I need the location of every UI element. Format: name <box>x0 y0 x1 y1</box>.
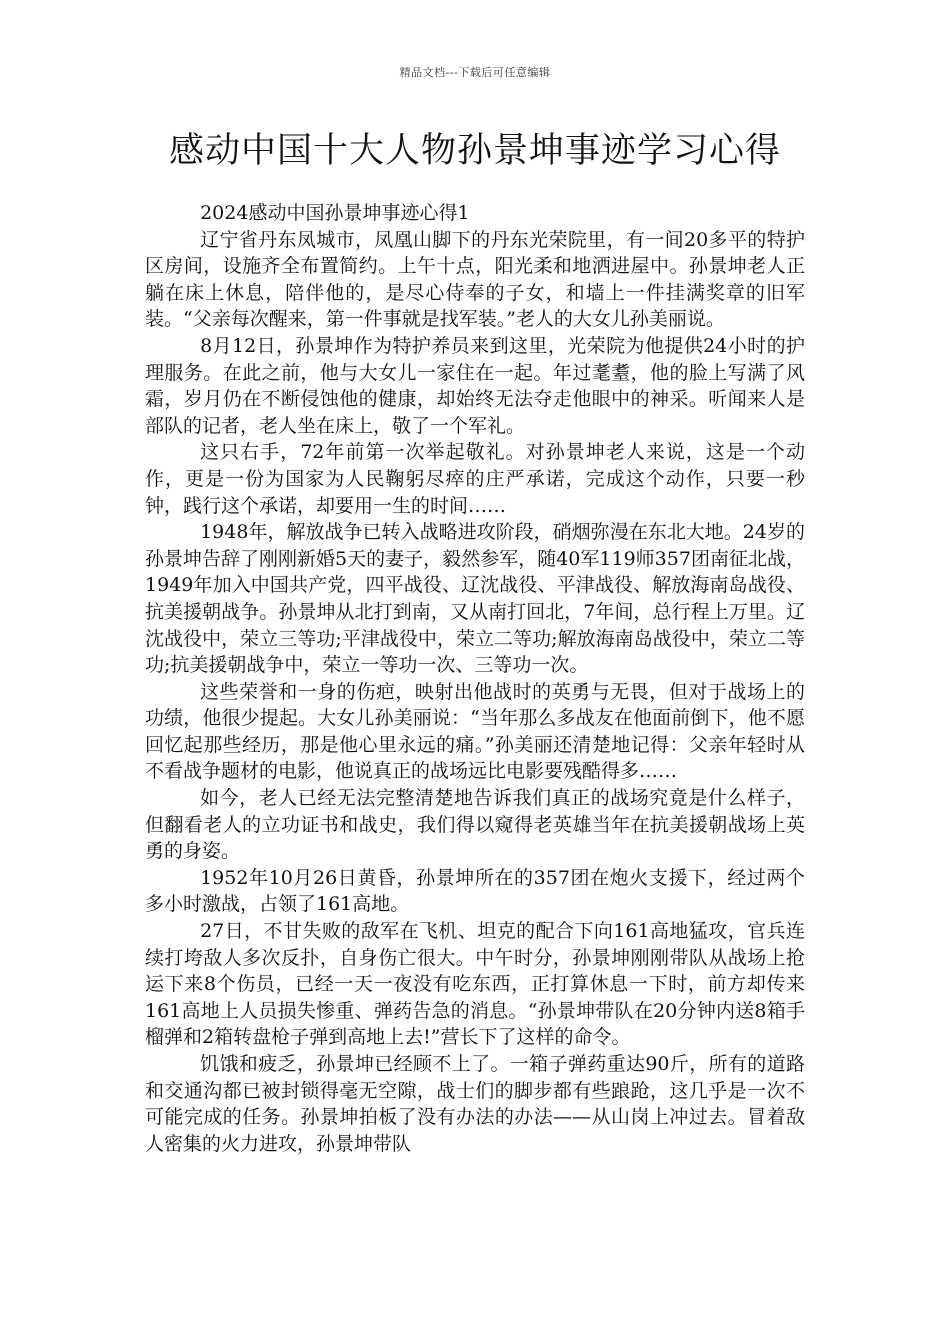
header-note: 精品文档---下载后可任意编辑 <box>399 66 551 79</box>
paragraph: 如今，老人已经无法完整清楚地告诉我们真正的战场究竟是什么样子，但翻看老人的立功证书和战史，我们得以窥得老英雄当年在抗美援朝战场上英勇的身姿。 <box>145 787 805 863</box>
paragraph: 辽宁省丹东凤城市，凤凰山脚下的丹东光荣院里，有一间20多平的特护区房间，设施齐全布置简约。上午十点，阳光柔和地洒进屋中。孙景坤老人正躺在床上休息，陪伴他的，是尽心侍奉的子女，和墙上一件挂满奖章的旧军装。“父亲每次醒来，第一件事就是找军装。”老人的大女儿孙美丽说。 <box>145 228 805 331</box>
subheading: 2024感动中国孙景坤事迹心得1 <box>200 202 470 224</box>
paragraph: 饥饿和疲乏，孙景坤已经顾不上了。一箱子弹药重达90斤，所有的道路和交通沟都已被封锁得毫无空隙，战士们的脚步都有些踉跄，这几乎是一次不可能完成的任务。孙景坤拍板了没有办法的办法——从山岗上冲过去。冒着敌人密集的火力进攻，孙景坤带队 <box>145 1053 805 1155</box>
paragraph: 1948年，解放战争已转入战略进攻阶段，硝烟弥漫在东北大地。24岁的孙景坤告辞了刚刚新婚5天的妻子，毅然参军，随40军119师357团南征北战，1949年加入中国共产党，四平战役、辽沈战役、平津战役、解放海南岛战役、抗美援朝战争。孙景坤从北打到南，又从南打回北，7年间，总行程上万里。辽沈战役中，荣立三等功;平津战役中，荣立二等功;解放海南岛战役中，荣立二等功;抗美援朝战争中，荣立一等功一次、三等功一次。 <box>145 521 805 677</box>
paragraph: 8月12日，孙景坤作为特护养员来到这里，光荣院为他提供24小时的护理服务。在此之前，他与大女儿一家住在一起。年过耄耋，他的脸上写满了风霜，岁月仍在不断侵蚀他的健康，却始终无法夺走他眼中的神采。听闻来人是部队的记者，老人坐在床上，敬了一个军礼。 <box>145 334 805 437</box>
paragraph: 这些荣誉和一身的伤疤，映射出他战时的英勇与无畏，但对于战场上的功绩，他很少提起。大女儿孙美丽说：“当年那么多战友在他面前倒下，他不愿回忆起那些经历，那是他心里永远的痛。”孙美丽还清楚地记得：父亲年轻时从不看战争题材的电影，他说真正的战场远比电影要残酷得多…… <box>145 680 805 783</box>
paragraph: 这只右手，72年前第一次举起敬礼。对孙景坤老人来说，这是一个动作，更是一份为国家为人民鞠躬尽瘁的庄严承诺，完成这个动作，只要一秒钟，践行这个承诺，却要用一生的时间…… <box>145 441 805 517</box>
document-title: 感动中国十大人物孙景坤事迹学习心得 <box>168 131 781 171</box>
document-body <box>145 200 805 1157</box>
paragraph: 27日，不甘失败的敌军在飞机、坦克的配合下向161高地猛攻，官兵连续打垮敌人多次反扑，自身伤亡很大。中午时分，孙景坤刚刚带队从战场上抢运下来8个伤员，已经一天一夜没有吃东西，正打算休息一下时，前方却传来161高地上人员损失惨重、弹药告急的消息。“孙景坤带队在20分钟内送8箱手榴弹和2箱转盘枪子弹到高地上去!”营长下了这样的命令。 <box>145 920 805 1049</box>
paragraph: 1952年10月26日黄昏，孙景坤所在的357团在炮火支援下，经过两个多小时激战，占领了161高地。 <box>145 866 805 916</box>
